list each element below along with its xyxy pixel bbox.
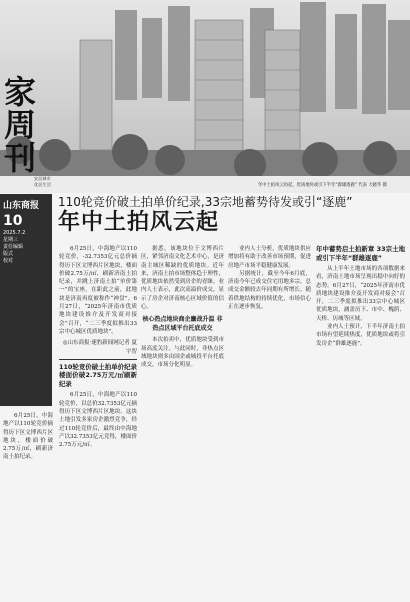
photo-caption-text: 年中土拍风云再起，优质地块或引下半年“群雄逐鹿” (258, 183, 357, 188)
section2-para: 业内人士分析，优质地块供应增加将有助于改善市场预期，促进房地产市场平稳健康发展。 (228, 246, 311, 269)
paper-name: 山东商报 (3, 201, 40, 211)
section-divider (59, 359, 137, 360)
column-1 (59, 245, 137, 597)
photo-credit: 代表 大晓华 摄 (358, 183, 387, 188)
masthead-title: 家周刊 (4, 73, 38, 177)
section1-heading: 110轮竞价破土拍单价纪录 楼面价破2.75万元/㎡刷新纪录 (59, 362, 137, 388)
issue-meta (3, 230, 25, 265)
issue-weekday: 星期三 (3, 237, 19, 243)
section2-para: 本次拍卖中，优质地块受到市场高度关注。与此同时，非热点区域地块则多由国企或城投平台托底成交，市场分化明显。 (141, 337, 224, 369)
section1-para: 据悉，该地块位于文博西片区，紧邻济南文化艺术中心，是济南主城区稀缺的优质地块。近年来，济南土拍市场整体趋于理性，优质地块依然受到房企的青睐。业内人士表示，此次高溢价成交，显示了房企对济南核心区域价值的信心。 (141, 246, 224, 311)
headline-kicker: 110轮竞价破土拍单价纪录,33宗地蓄势待发或引“逐鹿” (58, 195, 353, 209)
section3-para: 从上半年土地市场的各项数据来看，济南土地市场呈现出稳中向好的态势。6月27日，“2025年济南市优质地块建设推介及开发商对接会”召开，二三季度拟推出33宗中心城区优质地块，涵盖历下、市中、槐荫、天桥、历城等区域。 (316, 266, 405, 322)
section1-para: 6月25日，中海地产以110轮竞价，以总价32.7353亿元摘得历下区文博西片区地块。这块土地引发多家房企激烈竞争，经过110轮竞价后，最终由中海地产以32.7353亿元竞得，楼面价2.75万元/㎡。 (59, 392, 137, 449)
editor-label: 责任编辑 (3, 244, 24, 250)
column-3 (228, 245, 311, 597)
column-4 (316, 245, 405, 597)
lead-paragraph: 6月25日，中海地产以110轮竞价，-32.7353亿元总价摘得历下区文博西片区地块，楼面价破2.75万/㎡，刷新济南土拍纪录，并跳上济南土拍“单价第一”的宝座。在距此之前，此地块是济南再度被称作“神盘”。6月27日，“2025年济南市优质地块建设推介及开发商对接会”召开，“二三季度拟推出33宗中心城区优质地块”。 (59, 246, 137, 335)
byline: ◎山东商报·速豹新闻网记者 夏宇智 (62, 340, 137, 355)
proof-label: 校对 (3, 258, 14, 264)
left-column (3, 412, 53, 462)
issue-date: 2025.7.2 (3, 230, 26, 236)
column-2 (141, 245, 224, 597)
left-para: 6月25日，中海地产以110轮竞价摘得历下区文博西片区地块，楼面价破2.75万/㎡，刷新济南土拍纪录。 (3, 413, 53, 461)
cover-photo (0, 0, 410, 193)
section2-heading: 核心热点地块商企鏖战升温 非热点区域平台托底成交 (142, 316, 223, 333)
issue-sidebar (0, 194, 52, 406)
section3-heading: 年中蓄势启土拍新章 33宗土地或引下半年“群雄逐鹿” (316, 245, 405, 262)
layout-label: 版式 (3, 251, 14, 257)
headline-block (58, 195, 403, 236)
city-skyline-image (0, 0, 410, 193)
section3-para: 业内人士预计，下半年济南土拍市场有望延续热度，优质地块或将引发房企“群雄逐鹿”。 (316, 324, 405, 347)
section3-para: 另据统计，截至今年6月底，济南今年已成交住宅用地多宗，总成交金额较去年同期有所增长。随着供地结构的持续优化，市场信心正在逐步恢复。 (228, 270, 311, 311)
photo-caption (258, 184, 408, 188)
headline-title: 年中土拍风云起 (58, 210, 220, 235)
masthead (4, 73, 54, 188)
page-number: 10 (3, 213, 23, 229)
masthead-subtitle: 安居城市优居生活 (34, 176, 51, 187)
